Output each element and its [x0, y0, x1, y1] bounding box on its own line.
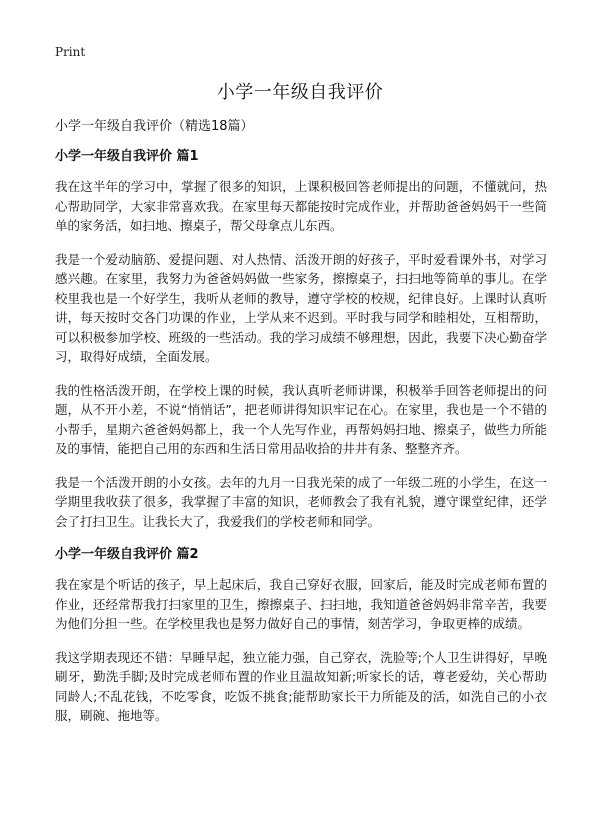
paragraph: 我在家是个听话的孩子，早上起床后，我自己穿好衣服，回家后，能及时完成老师布置的作业，还经常帮我打扫家里的卫生，擦擦桌子、扫扫地，我知道爸爸妈妈非常辛苦，我要为他们分担一些。在学校里我也是努力做好自己的事情，刻苦学习，争取更棒的成绩。: [55, 577, 547, 631]
section-heading: 小学一年级自我评价 篇1: [55, 149, 199, 164]
section-1: [55, 147, 547, 531]
paragraph: 我在这半年的学习中，掌握了很多的知识，上课积极回答老师提出的问题，不懂就问，热心帮助同学，大家非常喜欢我。在家里每天都能按时完成作业，并帮助爸爸妈妈干一些简单的家务活，如扫地、擦桌子，帮父母拿点儿东西。: [55, 179, 547, 233]
paragraph: 我是一个活泼开朗的小女孩。去年的九月一日我光荣的成了一年级二班的小学生，在这一学期里我收获了很多，我掌握了丰富的知识，老师教会了我有礼貌，遵守课堂纪律，还学会了打扫卫生。让我长大了，我爱我们的学校老师和同学。: [55, 474, 547, 529]
section-heading: 小学一年级自我评价 篇2: [55, 547, 199, 562]
section-2: [55, 545, 547, 726]
document-subtitle: 小学一年级自我评价（精选18篇）: [55, 119, 254, 134]
document-content: [55, 117, 547, 740]
document-title: 小学一年级自我评价: [216, 82, 384, 103]
print-link[interactable]: Print: [55, 45, 86, 59]
paragraph: 我这学期表现还不错：早睡早起，独立能力强，自己穿衣，洗脸等;个人卫生讲得好，早晚刷牙，勤洗手脚;及时完成老师布置的作业且温故知新;听家长的话，尊老爱幼，关心帮助同龄人;不乱花钱，不吃零食，吃饭不挑食;能帮助家长干力所能及的活，如洗自己的小衣服，刷碗、拖地等。: [55, 649, 547, 723]
paragraph: 我是一个爱动脑筋、爱提问题、对人热情、活泼开朗的好孩子，平时爱看课外书，对学习感兴趣。在家里，我努力为爸爸妈妈做一些家务，擦擦桌子，扫扫地等简单的事儿。在学校里我也是一个好学生，我听从老师的教导，遵守学校的校规，纪律良好。上课时认真听讲，每天按时交各门功课的作业，上学从来不迟到。平时我与同学和睦相处，互相帮助，可以积极参加学校、班级的一些活动。我的学习成绩不够理想，因此，我要下决心勤奋学习，取得好成绩，全面发展。: [55, 251, 547, 364]
paragraph: 我的性格活泼开朗，在学校上课的时候，我认真听老师讲课，积极举手回答老师提出的问题，从不开小差，不说“悄悄话”，把老师讲得知识牢记在心。在家里，我也是一个不错的小帮手，星期六爸爸妈妈都上，我一个人先写作业，再帮妈妈扫地、擦桌子，做些力所能及的事情，能把自己用的东西和生活日常用品收拾的井井有条、整整齐齐。: [55, 382, 547, 456]
